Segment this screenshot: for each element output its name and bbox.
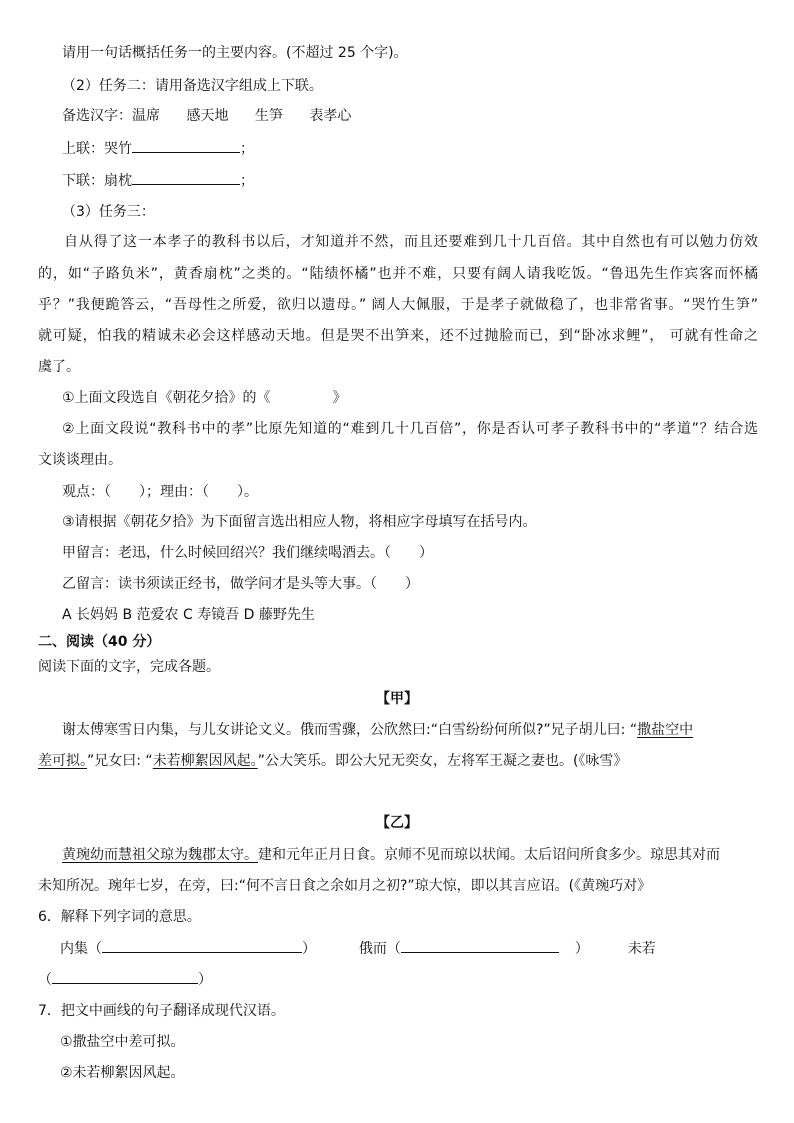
word-2-close: ） — [574, 941, 589, 957]
word-3-open: （ — [38, 972, 52, 988]
task2-options-row — [62, 106, 351, 126]
jia-line-1 — [62, 720, 758, 740]
jia-underlined-2: 未若柳絮因风起。 — [152, 753, 258, 769]
word-3-label: 未若 — [627, 941, 656, 957]
jia-underlined-1b: 差可拟。 — [38, 753, 87, 769]
option-3: 生笋 — [254, 108, 283, 124]
word-3-blank[interactable] — [52, 969, 198, 984]
section-2-heading: 二、阅读（40 分） — [38, 634, 161, 650]
yi-line-1-text: 建和元年正月日食。京师不见而琼以状闻。太后诏问所食多少。琼思其对而 — [258, 847, 720, 863]
word-1-label: 内集（ — [60, 941, 102, 957]
jia-line-1-text: 谢太傅寒雪日内集，与儿女讲论文义。俄而雪骤，公欣然曰:“白雪纷纷何所似?”兄子胡儿曰: “ — [62, 722, 638, 738]
yi-underlined: 黄琬幼而慧祖父琼为魏郡太守。 — [62, 847, 258, 863]
upper-couplet-blank[interactable] — [132, 138, 240, 153]
jia-underlined-1a: 撒盐空中 — [637, 722, 694, 738]
word-1-blank[interactable] — [102, 938, 302, 953]
question-6-row-2 — [38, 969, 212, 990]
passage-jia-title: 【甲】 — [376, 691, 418, 707]
question-6-row — [60, 938, 656, 959]
passage-yi-title: 【乙】 — [376, 815, 418, 831]
word-1-close: ） — [302, 941, 316, 957]
question-2-line-1: ②上面文段说“教科书中的孝”比原先知道的“难到几十几百倍”，你是否认可孝子教科书中的“孝道”？结合选 — [62, 421, 758, 437]
question-2-line-2: 文谈谈理由。 — [38, 452, 122, 468]
passage-line-2: 的，如“子路负米”，黄香扇枕”之类的。“陆绩怀橘”也并不难，只要有阔人请我吃饭。“鲁迅先生作宾客而怀橘 — [38, 266, 758, 282]
sentence-1: ①撒盐空中差可拟。 — [60, 1034, 185, 1050]
question-1-end: 》 — [332, 390, 347, 406]
upper-couplet-label: 上联：哭竹 — [62, 141, 132, 157]
passage-line-3: 乎？”我便跪答云，“吾母性之所爱，欲归以遗母。” 阔人大佩服，于是孝子就做稳了，也非常省事。“哭竹生笋” — [38, 297, 758, 313]
yi-line-1 — [62, 845, 758, 865]
question-1 — [62, 388, 347, 408]
section-2-instruction: 阅读下面的文字，完成各题。 — [38, 659, 220, 675]
upper-couplet-row — [62, 138, 254, 159]
passage-line-5: 虞了。 — [38, 359, 80, 375]
answer-choices: A 长妈妈 B 范爱农 C 寿镜吾 D 藤野先生 — [62, 607, 315, 623]
task1-prompt: 请用一句话概括任务一的主要内容。(不超过 25 个字)。 — [62, 45, 408, 61]
message-a: 甲留言：老迅，什么时候回绍兴？我们继续喝酒去。（ ） — [62, 545, 433, 561]
message-b: 乙留言：读书须读正经书，做学问才是头等大事。（ ） — [62, 576, 419, 592]
jia-line-2 — [38, 751, 758, 771]
yi-line-2: 未知所况。琬年七岁，在旁，曰:“何不言日食之余如月之初?”琼大惊，即以其言应诏。(《黄琬巧对》 — [38, 878, 652, 894]
upper-semicolon: ； — [240, 141, 254, 157]
word-2-blank[interactable] — [401, 938, 559, 953]
question-3: ③请根据《朝花夕拾》为下面留言选出相应人物，将相应字母填写在括号内。 — [62, 514, 537, 530]
lower-semicolon: ； — [240, 173, 254, 189]
option-2: 感天地 — [186, 108, 229, 124]
question-7-title: 7．把文中画线的句子翻译成现代汉语。 — [38, 1003, 285, 1019]
task2-title: （2）任务二：请用备选汉字组成上下联。 — [62, 78, 323, 94]
lower-couplet-row — [62, 170, 254, 191]
passage-line-4: 就可疑，怕我的精诚未必会这样感动天地。但是哭不出笋来，还不过抛脸而已，到“卧冰求鲤”， 可就有性命之 — [38, 328, 758, 344]
lower-couplet-blank[interactable] — [132, 170, 240, 185]
lower-couplet-label: 下联：扇枕 — [62, 173, 132, 189]
options-label: 备选汉字： — [62, 108, 132, 124]
word-3-close: ） — [198, 972, 212, 988]
word-2-label: 俄而（ — [358, 941, 401, 957]
sentence-2: ②未若柳絮因风起。 — [60, 1065, 185, 1081]
option-1: 温席 — [132, 108, 160, 124]
task3-title: （3）任务三： — [62, 204, 155, 220]
option-4: 表孝心 — [309, 108, 352, 124]
jia-line-2-text-b: ”公大笑乐。即公大兄无奕女，左将军王凝之妻也。(《咏雪》 — [257, 753, 628, 769]
passage-line-1: 自从得了这一本孝子的教科书以后，才知道并不然，而且还要难到几十几百倍。其中自然也有可以勉力仿效 — [64, 234, 758, 250]
question-1-text: ①上面文段选自《朝花夕拾》的《 — [62, 390, 271, 406]
question-6-title: 6．解释下列字词的意思。 — [38, 909, 201, 925]
viewpoint-reason: 观点：（ ）；理由：（ ）。 — [62, 484, 258, 500]
jia-line-2-text-a: ”兄女曰: “ — [87, 753, 153, 769]
